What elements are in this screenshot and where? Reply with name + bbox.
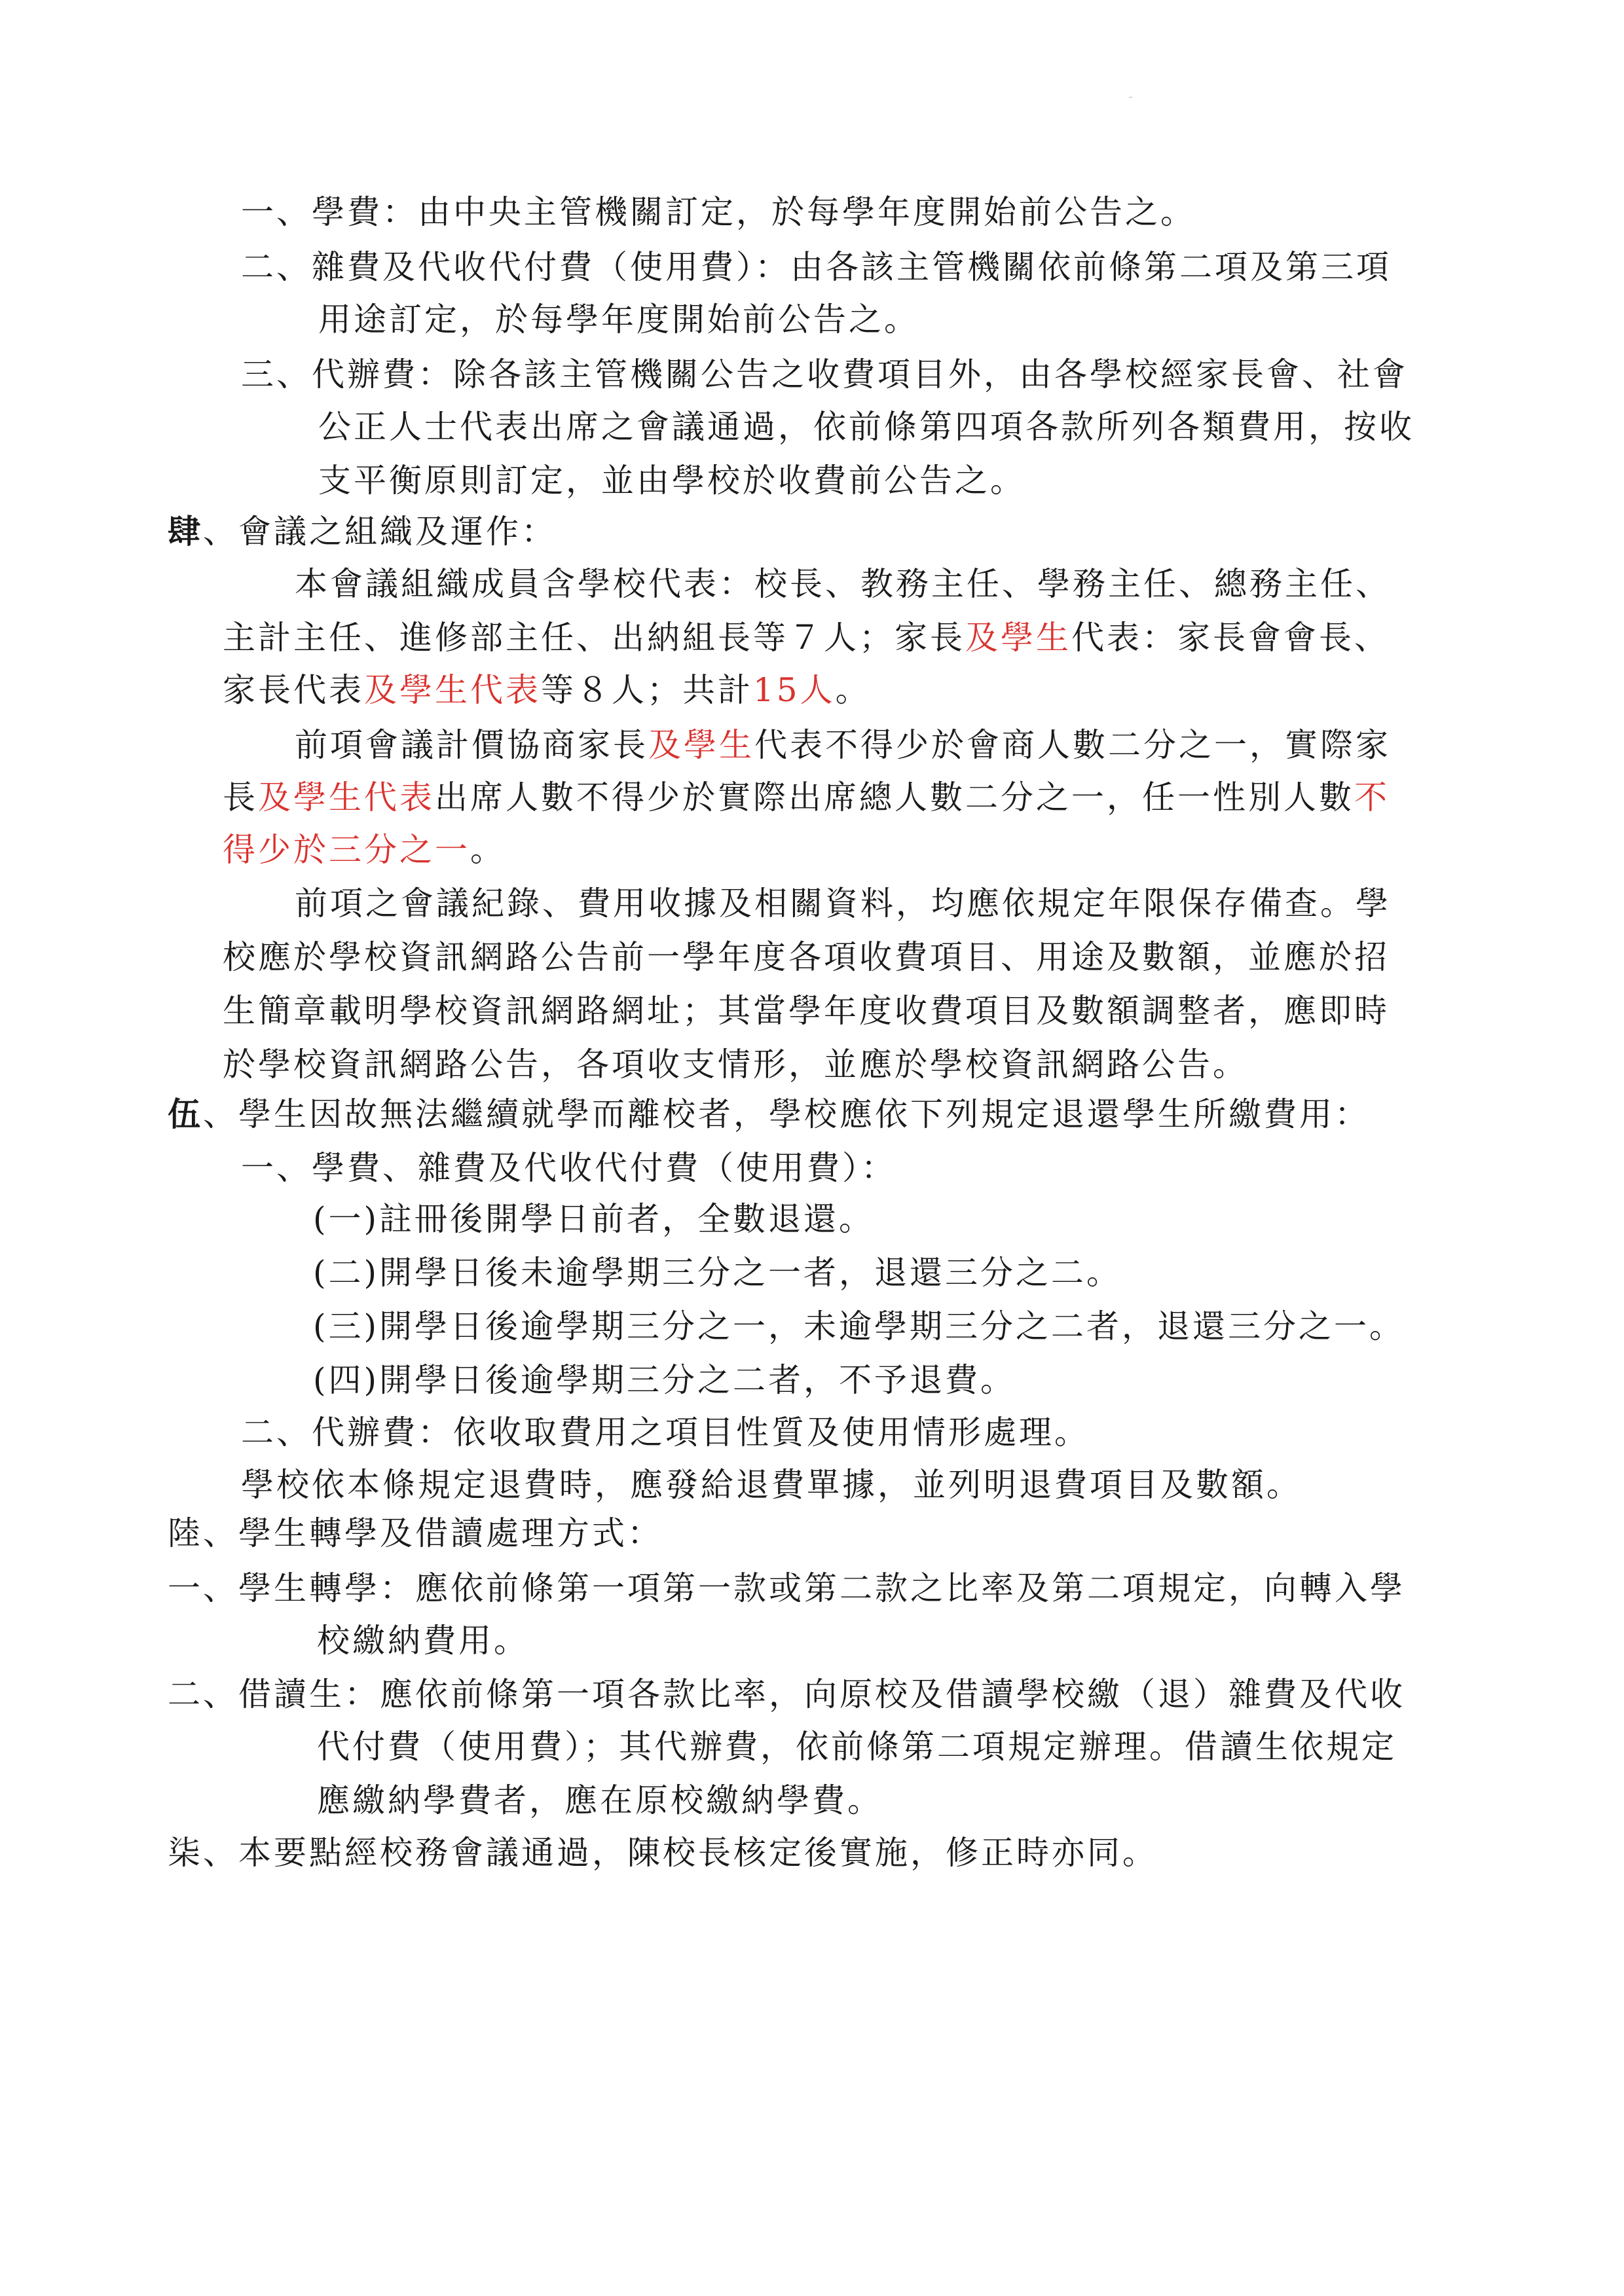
- records-cont3: 於學校資訊網路公告，各項收支情形，並應於學校資訊網路公告。: [223, 1046, 1248, 1084]
- refund-subitem-1: (一)註冊後開學日前者，全數退還。: [313, 1200, 875, 1238]
- members-text-5: 。: [835, 671, 871, 709]
- section-4-number: 肆: [168, 512, 203, 551]
- fee-item-agency-cont1: 公正人士代表出席之會議通過，依前條第四項各款所列各類費用，按收: [318, 408, 1414, 446]
- transfer-item-1: 一、學生轉學：應依前條第一項第一款或第二款之比率及第二項規定，向轉入學: [168, 1569, 1405, 1607]
- negotiation-highlight-4: 得少於三分之一: [223, 831, 470, 869]
- members-text-3: 家長代表: [223, 671, 364, 709]
- negotiation-text-2: 代表不得少於會商人數二分之一，實際家: [754, 726, 1391, 764]
- members-text-2: 代表：家長會會長、: [1071, 619, 1390, 657]
- meeting-members-cont2: [223, 670, 871, 710]
- negotiation-text-4: 出席人數不得少於實際出席總人數二分之一，任一性別人數: [435, 778, 1354, 816]
- transfer-item-2: 二、借讀生：應依前條第一項各款比率，向原校及借讀學校繳（退）雜費及代收: [168, 1675, 1405, 1713]
- records-cont1: 校應於學校資訊網路公告前一學年度各項收費項目、用途及數額，並應於招: [223, 938, 1390, 976]
- section-5-heading: [168, 1095, 1370, 1134]
- negotiation-highlight-2: 及學生代表: [258, 778, 435, 816]
- negotiation-cont1: [223, 778, 1390, 817]
- fee-item-misc: 二、雜費及代收代付費（使用費）：由各該主管機關依前條第二項及第三項: [241, 248, 1392, 286]
- scan-mark: [1129, 97, 1132, 98]
- refund-item-2: 二、代辦費：依收取費用之項目性質及使用情形處理。: [241, 1413, 1090, 1451]
- transfer-item-2-cont2: 應繳納學費者，應在原校繳納學費。: [317, 1781, 883, 1819]
- records-para: 前項之會議紀錄、費用收據及相關資料，均應依規定年限保存備查。學: [295, 884, 1391, 922]
- negotiation-cont2: [223, 830, 506, 869]
- negotiation-highlight-3: 不: [1354, 778, 1390, 816]
- negotiation-text: 前項會議計價協商家長: [295, 726, 648, 764]
- section-7-heading: 柒、本要點經校務會議通過，陳校長核定後實施，修正時亦同。: [168, 1834, 1158, 1872]
- refund-note: 學校依本條規定退費時，應發給退費單據，並列明退費項目及數額。: [241, 1466, 1302, 1504]
- members-text-4: 等８人；共計: [541, 671, 753, 709]
- refund-subitem-3: (三)開學日後逾學期三分之一，未逾學期三分之二者，退還三分之一。: [313, 1307, 1405, 1345]
- negotiation-para: [295, 725, 1391, 765]
- fee-item-tuition: 一、學費：由中央主管機關訂定，於每學年度開始前公告之。: [241, 193, 1196, 231]
- fee-item-agency: 三、代辦費：除各該主管機關公告之收費項目外，由各學校經家長會、社會: [241, 355, 1408, 393]
- refund-item-1: 一、學費、雜費及代收代付費（使用費）：: [241, 1149, 896, 1187]
- section-6-heading: 陸、學生轉學及借讀處理方式：: [168, 1514, 663, 1552]
- meeting-members-cont1: [223, 618, 1390, 657]
- members-highlight-2: 及學生代表: [364, 671, 541, 709]
- refund-subitem-2: (二)開學日後未逾學期三分之一者，退還三分之二。: [313, 1254, 1122, 1292]
- negotiation-text-3: 長: [223, 778, 258, 816]
- meeting-members-para: 本會議組織成員含學校代表：校長、教務主任、學務主任、總務主任、: [295, 565, 1391, 603]
- section-5-title: 、學生因故無法繼續就學而離校者，學校應依下列規定退還學生所繳費用：: [203, 1095, 1370, 1133]
- transfer-item-2-cont1: 代付費（使用費）；其代辦費，依前條第二項規定辦理。借讀生依規定: [317, 1728, 1397, 1766]
- negotiation-text-5: 。: [470, 831, 506, 869]
- members-text: 主計主任、進修部主任、出納組長等７人；家長: [223, 619, 965, 657]
- section-4-title: 、會議之組織及運作：: [203, 513, 557, 551]
- negotiation-highlight: 及學生: [648, 726, 754, 764]
- transfer-item-1-cont: 校繳納費用。: [317, 1622, 529, 1660]
- refund-subitem-4: (四)開學日後逾學期三分之二者，不予退費。: [313, 1361, 1016, 1399]
- members-highlight: 及學生: [965, 619, 1071, 657]
- section-5-number: 伍: [168, 1095, 203, 1133]
- section-4-heading: [168, 512, 557, 551]
- members-total: 15人: [753, 671, 836, 709]
- records-cont2: 生簡章載明學校資訊網路網址；其當學年度收費項目及數額調整者，應即時: [223, 992, 1390, 1030]
- fee-item-agency-cont2: 支平衡原則訂定，並由學校於收費前公告之。: [318, 462, 1025, 500]
- fee-item-misc-cont: 用途訂定，於每學年度開始前公告之。: [318, 301, 919, 338]
